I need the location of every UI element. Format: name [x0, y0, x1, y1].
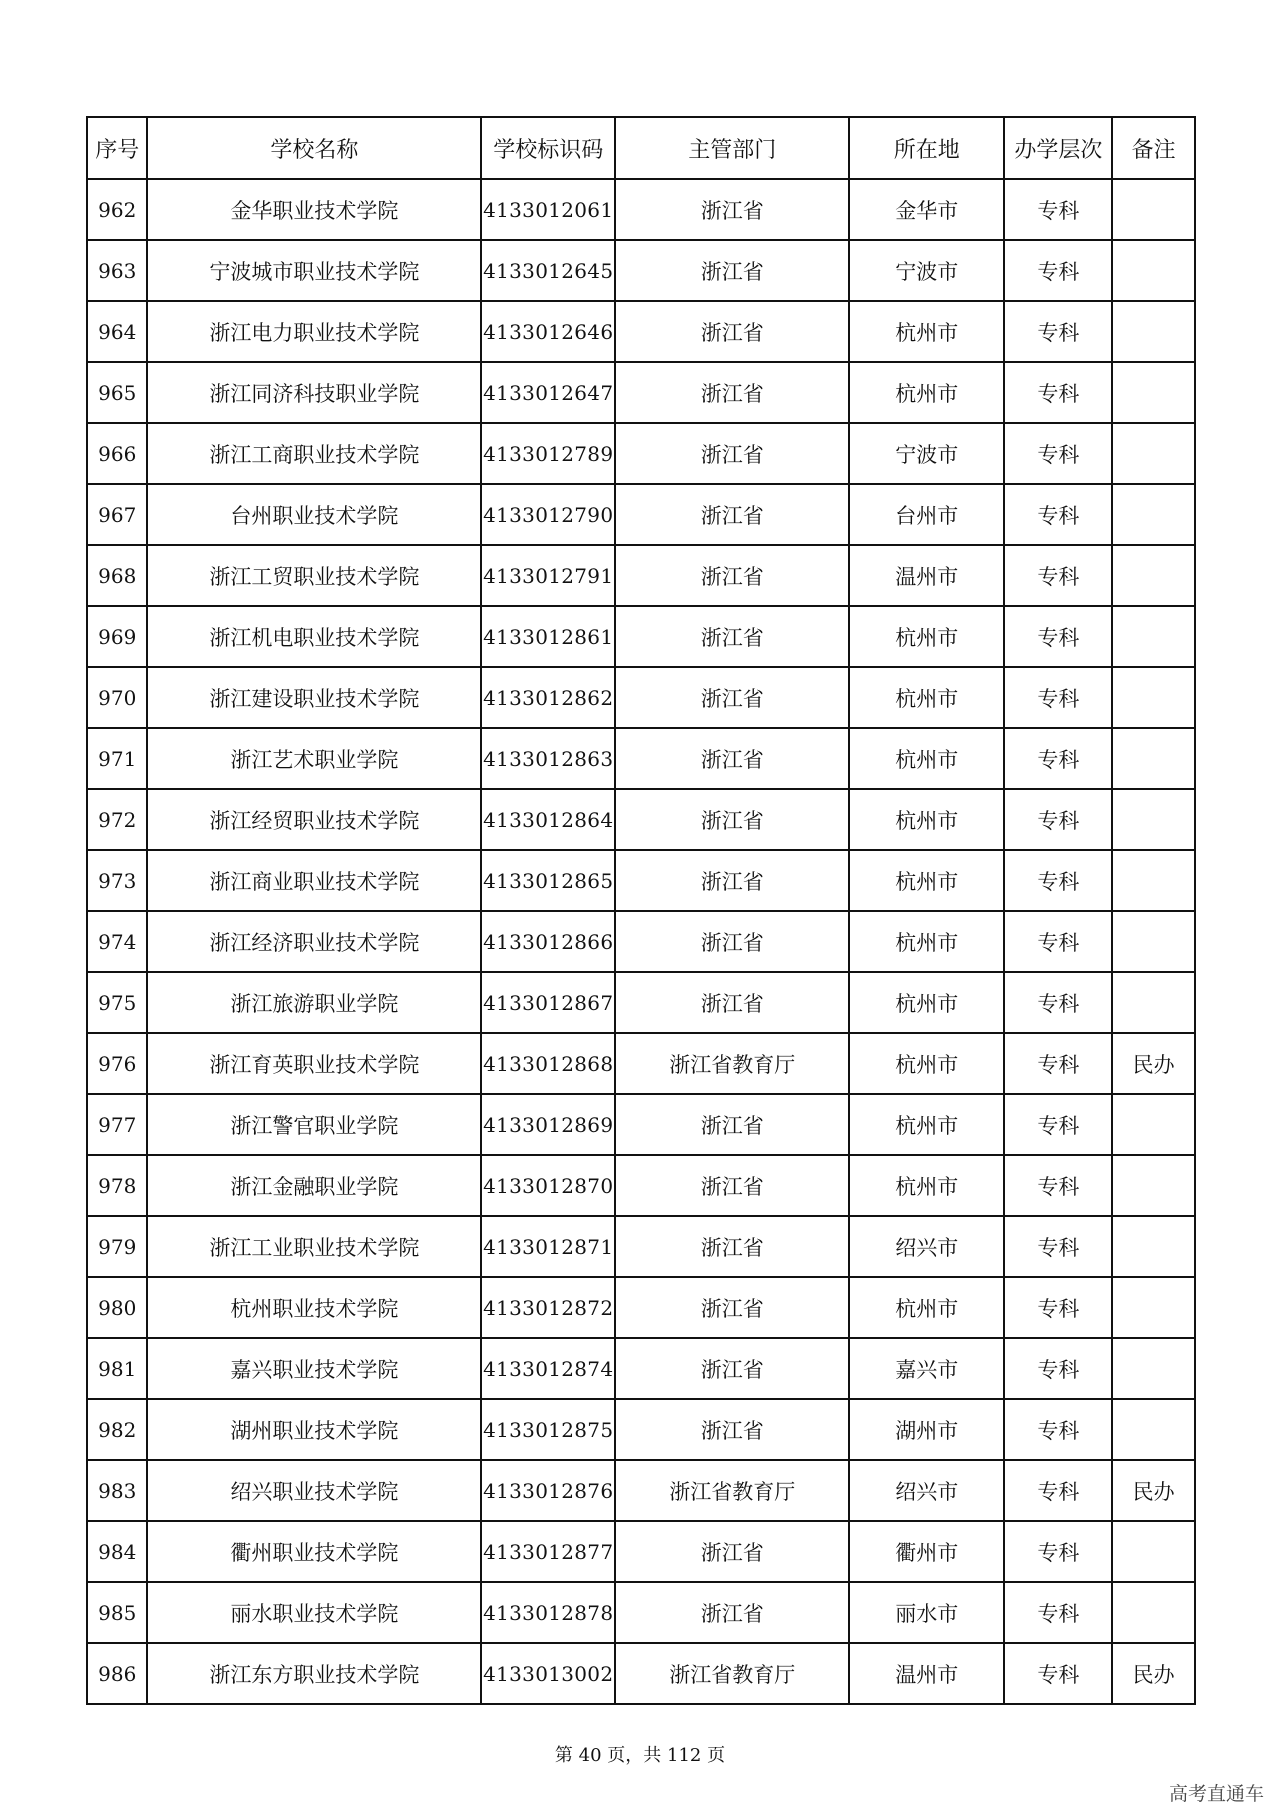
cell-index: 970	[87, 667, 147, 728]
cell-location: 宁波市	[849, 240, 1004, 301]
cell-authority: 浙江省	[615, 972, 849, 1033]
cell-school-name: 衢州职业技术学院	[147, 1521, 481, 1582]
cell-level: 专科	[1004, 484, 1112, 545]
cell-school-code: 4133012875	[481, 1399, 615, 1460]
cell-location: 杭州市	[849, 1277, 1004, 1338]
header-location: 所在地	[849, 117, 1004, 179]
cell-school-code: 4133012878	[481, 1582, 615, 1643]
cell-school-name: 浙江电力职业技术学院	[147, 301, 481, 362]
cell-level: 专科	[1004, 179, 1112, 240]
cell-index: 977	[87, 1094, 147, 1155]
table-row	[87, 545, 1195, 606]
cell-index: 962	[87, 179, 147, 240]
table-row	[87, 1033, 1195, 1094]
cell-level: 专科	[1004, 911, 1112, 972]
cell-index: 964	[87, 301, 147, 362]
cell-remarks	[1112, 1094, 1195, 1155]
table-row	[87, 423, 1195, 484]
cell-school-name: 浙江机电职业技术学院	[147, 606, 481, 667]
cell-remarks	[1112, 911, 1195, 972]
cell-location: 绍兴市	[849, 1460, 1004, 1521]
cell-location: 衢州市	[849, 1521, 1004, 1582]
cell-level: 专科	[1004, 1277, 1112, 1338]
cell-school-code: 4133012790	[481, 484, 615, 545]
cell-school-code: 4133012870	[481, 1155, 615, 1216]
cell-location: 金华市	[849, 179, 1004, 240]
cell-index: 986	[87, 1643, 147, 1704]
cell-school-name: 浙江同济科技职业学院	[147, 362, 481, 423]
cell-remarks: 民办	[1112, 1033, 1195, 1094]
table-body	[87, 179, 1195, 1704]
cell-school-code: 4133012863	[481, 728, 615, 789]
cell-school-code: 4133012646	[481, 301, 615, 362]
page-number: 第 40 页，共 112 页	[554, 1745, 726, 1766]
cell-authority: 浙江省	[615, 301, 849, 362]
cell-authority: 浙江省	[615, 1094, 849, 1155]
cell-level: 专科	[1004, 1094, 1112, 1155]
cell-authority: 浙江省	[615, 911, 849, 972]
table-row	[87, 1582, 1195, 1643]
cell-level: 专科	[1004, 1338, 1112, 1399]
cell-location: 温州市	[849, 1643, 1004, 1704]
table-row	[87, 1338, 1195, 1399]
cell-remarks	[1112, 667, 1195, 728]
cell-school-code: 4133012862	[481, 667, 615, 728]
cell-school-code: 4133012865	[481, 850, 615, 911]
cell-school-name: 杭州职业技术学院	[147, 1277, 481, 1338]
cell-level: 专科	[1004, 667, 1112, 728]
cell-location: 嘉兴市	[849, 1338, 1004, 1399]
cell-school-code: 4133012871	[481, 1216, 615, 1277]
cell-location: 杭州市	[849, 1033, 1004, 1094]
cell-index: 984	[87, 1521, 147, 1582]
table-row	[87, 850, 1195, 911]
cell-school-name: 台州职业技术学院	[147, 484, 481, 545]
cell-school-code: 4133012864	[481, 789, 615, 850]
cell-school-code: 4133012647	[481, 362, 615, 423]
cell-level: 专科	[1004, 545, 1112, 606]
cell-authority: 浙江省	[615, 1155, 849, 1216]
cell-school-code: 4133012789	[481, 423, 615, 484]
cell-index: 966	[87, 423, 147, 484]
table-row	[87, 789, 1195, 850]
cell-authority: 浙江省	[615, 240, 849, 301]
cell-location: 杭州市	[849, 850, 1004, 911]
cell-location: 杭州市	[849, 789, 1004, 850]
cell-index: 963	[87, 240, 147, 301]
cell-school-code: 4133012861	[481, 606, 615, 667]
cell-level: 专科	[1004, 850, 1112, 911]
cell-index: 969	[87, 606, 147, 667]
cell-remarks	[1112, 179, 1195, 240]
table-row	[87, 240, 1195, 301]
watermark-text: 高考直通车	[1168, 1783, 1264, 1805]
cell-school-name: 浙江经济职业技术学院	[147, 911, 481, 972]
cell-index: 965	[87, 362, 147, 423]
cell-authority: 浙江省	[615, 1582, 849, 1643]
cell-school-name: 浙江工商职业技术学院	[147, 423, 481, 484]
cell-school-name: 浙江商业职业技术学院	[147, 850, 481, 911]
cell-index: 981	[87, 1338, 147, 1399]
cell-authority: 浙江省	[615, 1338, 849, 1399]
cell-location: 杭州市	[849, 606, 1004, 667]
table-row	[87, 362, 1195, 423]
cell-school-code: 4133012874	[481, 1338, 615, 1399]
cell-school-code: 4133012876	[481, 1460, 615, 1521]
cell-school-name: 浙江工业职业技术学院	[147, 1216, 481, 1277]
cell-location: 杭州市	[849, 1094, 1004, 1155]
table-row	[87, 1643, 1195, 1704]
header-school-name: 学校名称	[147, 117, 481, 179]
cell-authority: 浙江省	[615, 728, 849, 789]
cell-level: 专科	[1004, 362, 1112, 423]
header-index: 序号	[87, 117, 147, 179]
cell-index: 972	[87, 789, 147, 850]
table-row	[87, 728, 1195, 789]
cell-school-name: 宁波城市职业技术学院	[147, 240, 481, 301]
header-authority: 主管部门	[615, 117, 849, 179]
cell-level: 专科	[1004, 423, 1112, 484]
table-row	[87, 1399, 1195, 1460]
cell-school-code: 4133012872	[481, 1277, 615, 1338]
cell-remarks	[1112, 1399, 1195, 1460]
cell-remarks	[1112, 1582, 1195, 1643]
cell-school-code: 4133012645	[481, 240, 615, 301]
cell-authority: 浙江省	[615, 423, 849, 484]
cell-remarks	[1112, 1338, 1195, 1399]
header-school-code: 学校标识码	[481, 117, 615, 179]
cell-school-name: 浙江工贸职业技术学院	[147, 545, 481, 606]
cell-remarks	[1112, 545, 1195, 606]
cell-authority: 浙江省教育厅	[615, 1643, 849, 1704]
cell-location: 杭州市	[849, 667, 1004, 728]
cell-school-name: 浙江育英职业技术学院	[147, 1033, 481, 1094]
cell-remarks	[1112, 362, 1195, 423]
cell-index: 967	[87, 484, 147, 545]
cell-level: 专科	[1004, 1521, 1112, 1582]
cell-school-code: 4133012867	[481, 972, 615, 1033]
cell-authority: 浙江省	[615, 1399, 849, 1460]
table-header-row	[87, 117, 1195, 179]
cell-school-code: 4133012866	[481, 911, 615, 972]
cell-authority: 浙江省	[615, 1277, 849, 1338]
cell-level: 专科	[1004, 972, 1112, 1033]
table-row	[87, 1216, 1195, 1277]
cell-level: 专科	[1004, 1582, 1112, 1643]
table-row	[87, 1277, 1195, 1338]
cell-school-code: 4133012061	[481, 179, 615, 240]
cell-authority: 浙江省	[615, 1521, 849, 1582]
cell-remarks	[1112, 1155, 1195, 1216]
cell-index: 983	[87, 1460, 147, 1521]
cell-location: 宁波市	[849, 423, 1004, 484]
cell-authority: 浙江省	[615, 484, 849, 545]
cell-school-name: 浙江警官职业学院	[147, 1094, 481, 1155]
cell-index: 968	[87, 545, 147, 606]
cell-level: 专科	[1004, 728, 1112, 789]
cell-school-name: 浙江建设职业技术学院	[147, 667, 481, 728]
cell-authority: 浙江省	[615, 606, 849, 667]
cell-level: 专科	[1004, 1033, 1112, 1094]
cell-remarks	[1112, 1277, 1195, 1338]
table-row	[87, 1155, 1195, 1216]
table-row	[87, 1094, 1195, 1155]
cell-school-code: 4133012791	[481, 545, 615, 606]
table-row	[87, 484, 1195, 545]
cell-location: 杭州市	[849, 1155, 1004, 1216]
cell-school-name: 丽水职业技术学院	[147, 1582, 481, 1643]
cell-remarks: 民办	[1112, 1643, 1195, 1704]
table-row	[87, 301, 1195, 362]
cell-index: 980	[87, 1277, 147, 1338]
cell-authority: 浙江省	[615, 850, 849, 911]
cell-school-name: 浙江艺术职业学院	[147, 728, 481, 789]
cell-location: 杭州市	[849, 362, 1004, 423]
cell-index: 973	[87, 850, 147, 911]
cell-school-name: 浙江东方职业技术学院	[147, 1643, 481, 1704]
cell-location: 温州市	[849, 545, 1004, 606]
cell-remarks	[1112, 1521, 1195, 1582]
cell-school-name: 浙江旅游职业学院	[147, 972, 481, 1033]
cell-level: 专科	[1004, 240, 1112, 301]
cell-index: 976	[87, 1033, 147, 1094]
cell-index: 974	[87, 911, 147, 972]
cell-remarks	[1112, 240, 1195, 301]
cell-index: 985	[87, 1582, 147, 1643]
cell-authority: 浙江省	[615, 789, 849, 850]
cell-school-name: 浙江金融职业学院	[147, 1155, 481, 1216]
cell-location: 杭州市	[849, 911, 1004, 972]
header-level: 办学层次	[1004, 117, 1112, 179]
cell-school-code: 4133012877	[481, 1521, 615, 1582]
table-row	[87, 1460, 1195, 1521]
cell-authority: 浙江省	[615, 362, 849, 423]
cell-level: 专科	[1004, 1399, 1112, 1460]
cell-location: 杭州市	[849, 728, 1004, 789]
cell-school-name: 嘉兴职业技术学院	[147, 1338, 481, 1399]
cell-level: 专科	[1004, 1460, 1112, 1521]
table-row	[87, 1521, 1195, 1582]
cell-location: 湖州市	[849, 1399, 1004, 1460]
cell-remarks	[1112, 484, 1195, 545]
table-row	[87, 179, 1195, 240]
cell-level: 专科	[1004, 789, 1112, 850]
cell-remarks	[1112, 606, 1195, 667]
cell-remarks	[1112, 423, 1195, 484]
cell-school-name: 金华职业技术学院	[147, 179, 481, 240]
cell-level: 专科	[1004, 1643, 1112, 1704]
cell-remarks	[1112, 789, 1195, 850]
table-row	[87, 972, 1195, 1033]
cell-remarks	[1112, 850, 1195, 911]
table-row	[87, 606, 1195, 667]
cell-school-code: 4133012869	[481, 1094, 615, 1155]
cell-level: 专科	[1004, 301, 1112, 362]
cell-authority: 浙江省教育厅	[615, 1460, 849, 1521]
cell-authority: 浙江省	[615, 1216, 849, 1277]
cell-level: 专科	[1004, 1155, 1112, 1216]
cell-index: 982	[87, 1399, 147, 1460]
cell-location: 丽水市	[849, 1582, 1004, 1643]
header-remarks: 备注	[1112, 117, 1195, 179]
cell-level: 专科	[1004, 1216, 1112, 1277]
cell-index: 975	[87, 972, 147, 1033]
school-list-table	[86, 116, 1196, 1705]
cell-level: 专科	[1004, 606, 1112, 667]
cell-location: 杭州市	[849, 301, 1004, 362]
cell-location: 绍兴市	[849, 1216, 1004, 1277]
cell-authority: 浙江省	[615, 179, 849, 240]
cell-authority: 浙江省	[615, 667, 849, 728]
cell-school-code: 4133012868	[481, 1033, 615, 1094]
cell-authority: 浙江省教育厅	[615, 1033, 849, 1094]
cell-school-name: 浙江经贸职业技术学院	[147, 789, 481, 850]
cell-school-code: 4133013002	[481, 1643, 615, 1704]
cell-remarks	[1112, 301, 1195, 362]
cell-location: 杭州市	[849, 972, 1004, 1033]
table-row	[87, 667, 1195, 728]
cell-location: 台州市	[849, 484, 1004, 545]
cell-authority: 浙江省	[615, 545, 849, 606]
cell-remarks	[1112, 972, 1195, 1033]
cell-school-name: 绍兴职业技术学院	[147, 1460, 481, 1521]
cell-remarks	[1112, 1216, 1195, 1277]
cell-remarks	[1112, 728, 1195, 789]
cell-index: 971	[87, 728, 147, 789]
cell-school-name: 湖州职业技术学院	[147, 1399, 481, 1460]
cell-remarks: 民办	[1112, 1460, 1195, 1521]
cell-index: 979	[87, 1216, 147, 1277]
cell-index: 978	[87, 1155, 147, 1216]
table-row	[87, 911, 1195, 972]
